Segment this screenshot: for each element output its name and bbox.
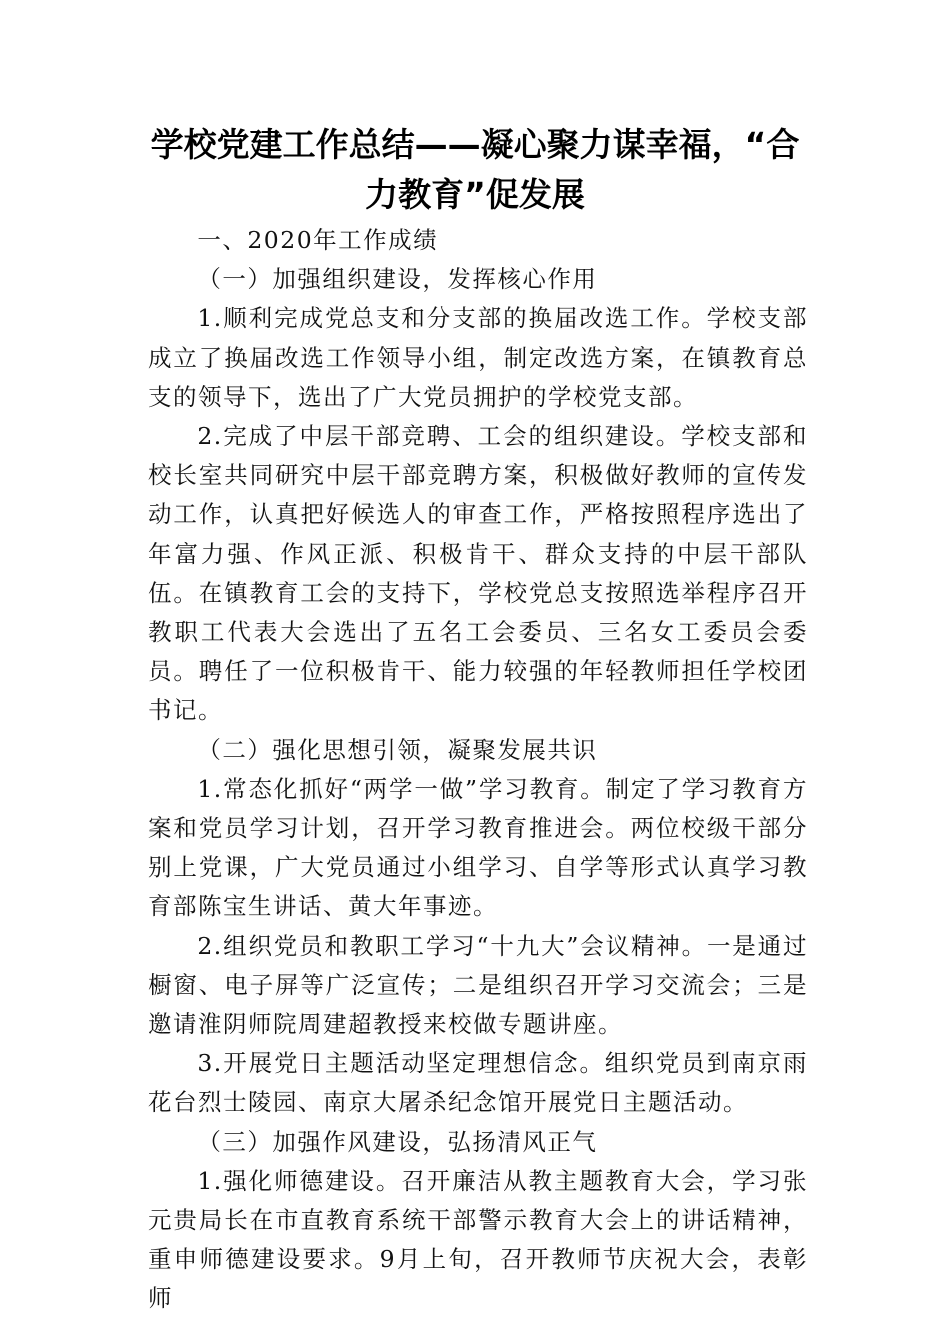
document-title-line-2: 力教育”促发展 <box>365 175 585 214</box>
body-paragraph: 1.顺利完成党总支和分支部的换届改选工作。学校支部成立了换届改选工作领导小组，制定改选方案，在镇教育总支的领导下，选出了广大党员拥护的学校党支部。 <box>148 304 808 411</box>
body-paragraph: 2.完成了中层干部竞聘、工会的组织建设。学校支部和校长室共同研究中层干部竞聘方案，积极做好教师的宣传发动工作，认真把好候选人的审查工作，严格按照程序选出了年富力强、作风正派、积极肯干、群众支持的中层干部队伍。在镇教育工会的支持下，学校党总支按照选举程序召开教职工代表大会选出了五名工会委员、三名女工委员会委员。聘任了一位积极肯干、能力较强的年轻教师担任学校团书记。 <box>148 422 808 725</box>
section-heading: 一、2020年工作成绩 <box>197 226 439 254</box>
subsection-heading: （三）加强作风建设，弘扬清风正气 <box>197 1127 598 1156</box>
body-paragraph: 2.组织党员和教职工学习“十九大”会议精神。一是通过橱窗、电子屏等广泛宣传；二是组织召开学习交流会；三是邀请淮阴师院周建超教授来校做专题讲座。 <box>148 931 808 1039</box>
body-paragraph: 3.开展党日主题活动坚定理想信念。组织党员到南京雨花台烈士陵园、南京大屠杀纪念馆开展党日主题活动。 <box>148 1049 808 1117</box>
body-paragraph: 1.强化师德建设。召开廉洁从教主题教育大会，学习张元贵局长在市直教育系统干部警示教育大会上的讲话精神，重申师德建设要求。9月上旬，召开教师节庆祝大会，表彰师 <box>148 1166 808 1313</box>
document-body <box>148 221 808 1319</box>
body-paragraph: 1.常态化抓好“两学一做”学习教育。制定了学习教育方案和党员学习计划，召开学习教育推进会。两位校级干部分别上党课，广大党员通过小组学习、自学等形式认真学习教育部陈宝生讲话、黄大年事迹。 <box>148 774 808 921</box>
document-title-line-1: 学校党建工作总结——凝心聚力谋幸福，“合 <box>150 125 800 164</box>
subsection-heading: （二）强化思想引领，凝聚发展共识 <box>197 735 598 764</box>
subsection-heading: （一）加强组织建设，发挥核心作用 <box>197 265 598 294</box>
